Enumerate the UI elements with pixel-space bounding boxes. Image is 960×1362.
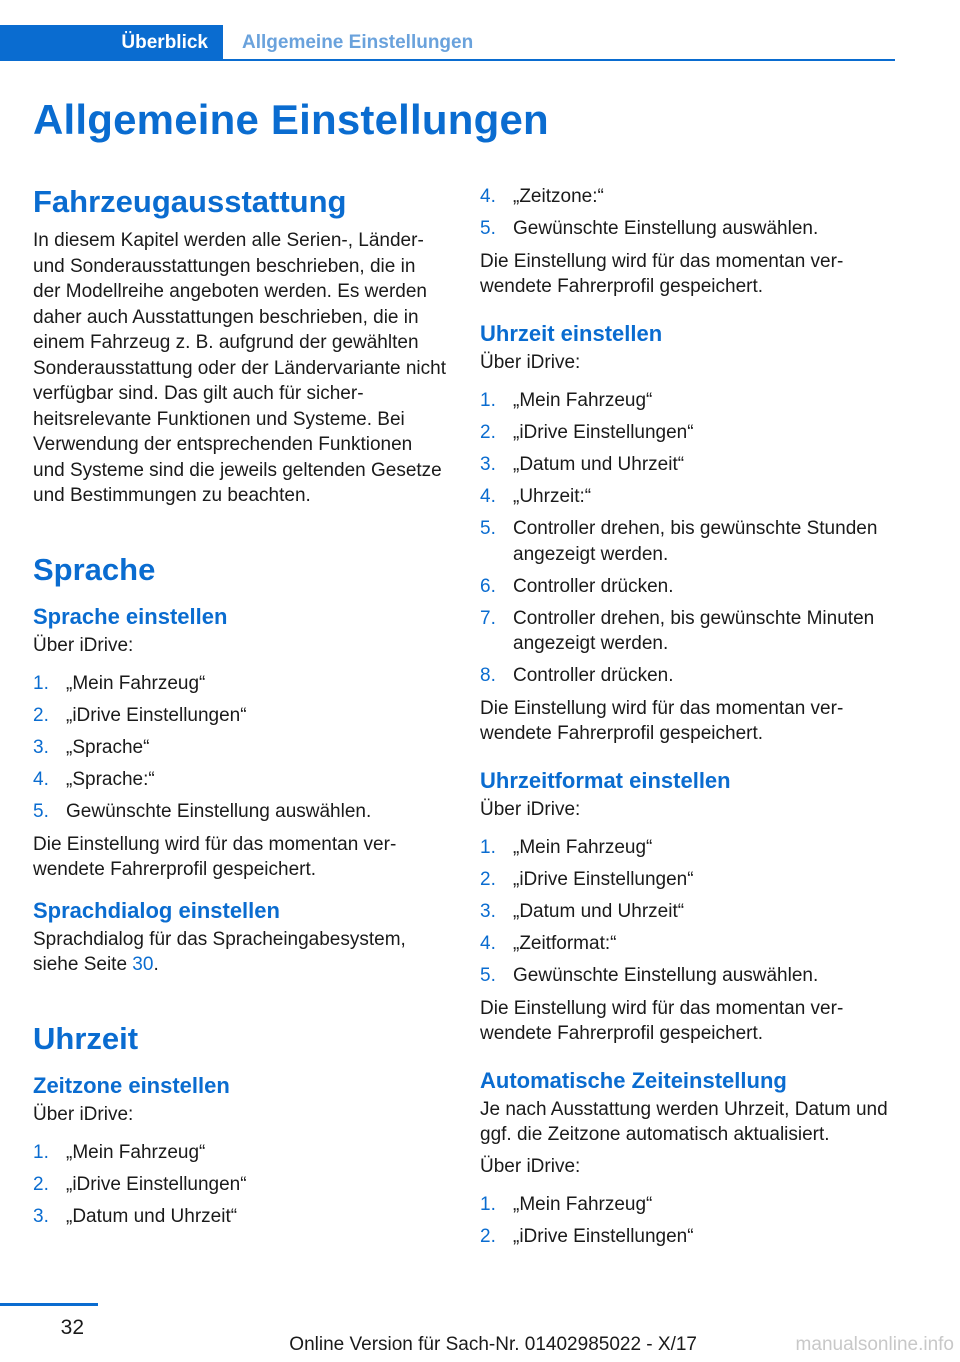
step-text: „iDrive Einstellungen“ [513, 422, 694, 443]
uhrzeit-intro: Über iDrive: [480, 351, 581, 373]
heading-zeitzone-einstellen: Zeitzone einstellen [33, 1072, 230, 1098]
step-number: 1. [33, 1142, 49, 1163]
left-column [33, 182, 448, 1230]
step-text: Controller drücken. [513, 665, 674, 686]
step-number: 2. [480, 1226, 496, 1247]
step-number: 6. [480, 575, 496, 597]
list-step [480, 216, 895, 242]
step-number: 1. [480, 1194, 496, 1215]
list-step [480, 452, 895, 478]
list-step [480, 899, 895, 925]
list-step [480, 388, 895, 414]
list-step [33, 799, 448, 825]
list-step [480, 184, 895, 210]
step-number: 7. [480, 607, 496, 629]
step-text: „Uhrzeit:“ [513, 486, 592, 507]
step-number: 8. [480, 665, 496, 686]
step-number: 5. [480, 218, 496, 239]
step-text: „Zeitformat:“ [513, 933, 617, 954]
step-number: 5. [480, 518, 496, 539]
heading-uhrzeitformat: Uhrzeitformat einstellen [480, 767, 731, 793]
step-number: 5. [480, 965, 496, 986]
sprachdialog-text: Sprachdialog für das Spracheingabesystem, siehe Seite 30. [33, 928, 406, 975]
zeitzone-steps-continued [480, 184, 895, 242]
step-text: „iDrive Einstellungen“ [66, 1174, 247, 1195]
step-text: „Mein Fahrzeug“ [513, 390, 653, 411]
list-step [480, 484, 895, 510]
list-step [480, 516, 895, 567]
step-text: „Mein Fahrzeug“ [66, 673, 206, 694]
heading-sprache: Sprache [33, 551, 156, 587]
auto-text: Je nach Ausstattung werden Uhrzeit, Datum und ggf. die Zeitzone automatisch aktualisiert. [480, 1098, 888, 1145]
format-intro: Über iDrive: [480, 798, 581, 820]
list-step [480, 867, 895, 893]
step-text: „iDrive Einstellungen“ [513, 869, 694, 890]
list-step [33, 703, 448, 729]
step-text: „Zeitzone:“ [513, 186, 604, 207]
list-step [480, 1224, 895, 1250]
step-number: 2. [33, 705, 49, 726]
header-divider [223, 59, 895, 61]
list-step [33, 1172, 448, 1198]
step-text: „Mein Fahrzeug“ [66, 1142, 206, 1163]
step-text: Gewünschte Einstellung auswählen. [513, 218, 819, 239]
uhrzeit-steps [480, 388, 895, 689]
step-number: 1. [33, 673, 49, 694]
zeitzone-note: Die Einstellung wird für das momentan verwendete Fahrerprofil gespeichert. [480, 250, 844, 297]
right-column [480, 182, 895, 1250]
step-text: Controller drehen, bis gewünschte Minuten angezeigt werden. [513, 607, 875, 654]
auto-steps [480, 1192, 895, 1250]
page-number: 32 [60, 1316, 84, 1339]
list-step [33, 735, 448, 761]
step-text: „Datum und Uhrzeit“ [513, 454, 685, 475]
step-text: „Datum und Uhrzeit“ [66, 1206, 238, 1227]
step-number: 1. [480, 837, 496, 858]
heading-uhrzeit-einstellen: Uhrzeit einstellen [480, 320, 663, 346]
tab-allgemeine-einstellungen[interactable]: Allgemeine Einstellungen [242, 32, 474, 53]
step-number: 3. [480, 454, 496, 475]
heading-fahrzeugausstattung: Fahrzeugausstattung [33, 184, 347, 219]
list-step [33, 671, 448, 697]
list-step [33, 767, 448, 793]
step-number: 3. [33, 1206, 49, 1227]
page-link-30[interactable]: 30 [132, 954, 154, 975]
online-version-note: Online Version für Sach-Nr. 01402985022 - X/17 [289, 1334, 697, 1355]
step-text: Controller drücken. [513, 575, 674, 597]
sprache-steps [33, 671, 448, 825]
list-step [480, 574, 895, 600]
step-number: 5. [33, 801, 49, 822]
list-step [480, 420, 895, 446]
heading-automatische-zeiteinstellung: Automatische Zeiteinstellung [480, 1067, 787, 1093]
step-number: 4. [480, 486, 496, 507]
watermark: manualsonline.info [795, 1334, 954, 1355]
step-text: „Sprache“ [66, 737, 150, 758]
list-step [480, 606, 895, 657]
step-number: 2. [480, 869, 496, 890]
format-steps [480, 835, 895, 989]
step-number: 4. [480, 933, 496, 954]
list-step [480, 931, 895, 957]
list-step [480, 963, 895, 989]
step-text: „Datum und Uhrzeit“ [513, 901, 685, 922]
list-step [33, 1204, 448, 1230]
step-text: Gewünschte Einstellung auswählen. [66, 801, 372, 822]
sprache-intro: Über iDrive: [33, 634, 134, 656]
step-number: 3. [480, 901, 496, 922]
list-step [480, 1192, 895, 1218]
step-text: „iDrive Einstellungen“ [66, 705, 247, 726]
list-step [480, 663, 895, 689]
header-tabbar [0, 25, 895, 61]
fahrzeugausstattung-text: In diesem Kapitel werden alle Serien-, Länder- und Sonderausstattungen beschrieben, die in der Modellreihe angeboten werden. Es werden daher auch Ausstattungen beschrieben, die in einem Fahrzeug z. B. aufgrund der gewählten Sonderausstattung oder der Ländervariante nicht verfügbar sind. Das gilt auch für sicherheitsrelevante Funktionen und Systeme. Bei Verwendung der entsprechenden Funktionen und Systeme sind die jeweils geltenden Gesetze und Bestimmungen zu beachten. [33, 230, 446, 506]
step-text: „Mein Fahrzeug“ [513, 1194, 653, 1215]
footer-divider [0, 1303, 98, 1306]
step-number: 4. [33, 769, 49, 790]
zeitzone-intro: Über iDrive: [33, 1103, 134, 1125]
format-note: Die Einstellung wird für das momentan verwendete Fahrerprofil gespeichert. [480, 997, 844, 1044]
auto-intro: Über iDrive: [480, 1155, 581, 1177]
zeitzone-steps [33, 1140, 448, 1230]
step-text: „Mein Fahrzeug“ [513, 837, 653, 858]
step-text: Controller drehen, bis gewünschte Stunden angezeigt werden. [513, 518, 878, 565]
heading-sprachdialog: Sprachdialog einstellen [33, 897, 280, 923]
heading-sprache-einstellen: Sprache einstellen [33, 603, 228, 629]
step-text: „Sprache:“ [66, 769, 155, 790]
step-number: 2. [33, 1174, 49, 1195]
tab-ueberblick[interactable]: Überblick [0, 25, 223, 61]
step-number: 2. [480, 422, 496, 443]
step-text: „iDrive Einstellungen“ [513, 1226, 694, 1247]
heading-uhrzeit: Uhrzeit [33, 1020, 139, 1056]
step-number: 1. [480, 390, 496, 411]
sprache-note: Die Einstellung wird für das momentan verwendete Fahrerprofil gespeichert. [33, 833, 397, 880]
uhrzeit-note: Die Einstellung wird für das momentan verwendete Fahrerprofil gespeichert. [480, 697, 844, 744]
chapter-title: Allgemeine Einstellungen [33, 96, 549, 143]
list-step [33, 1140, 448, 1166]
step-text: Gewünschte Einstellung auswählen. [513, 965, 819, 986]
step-number: 3. [33, 737, 49, 758]
list-step [480, 835, 895, 861]
step-number: 4. [480, 186, 496, 207]
